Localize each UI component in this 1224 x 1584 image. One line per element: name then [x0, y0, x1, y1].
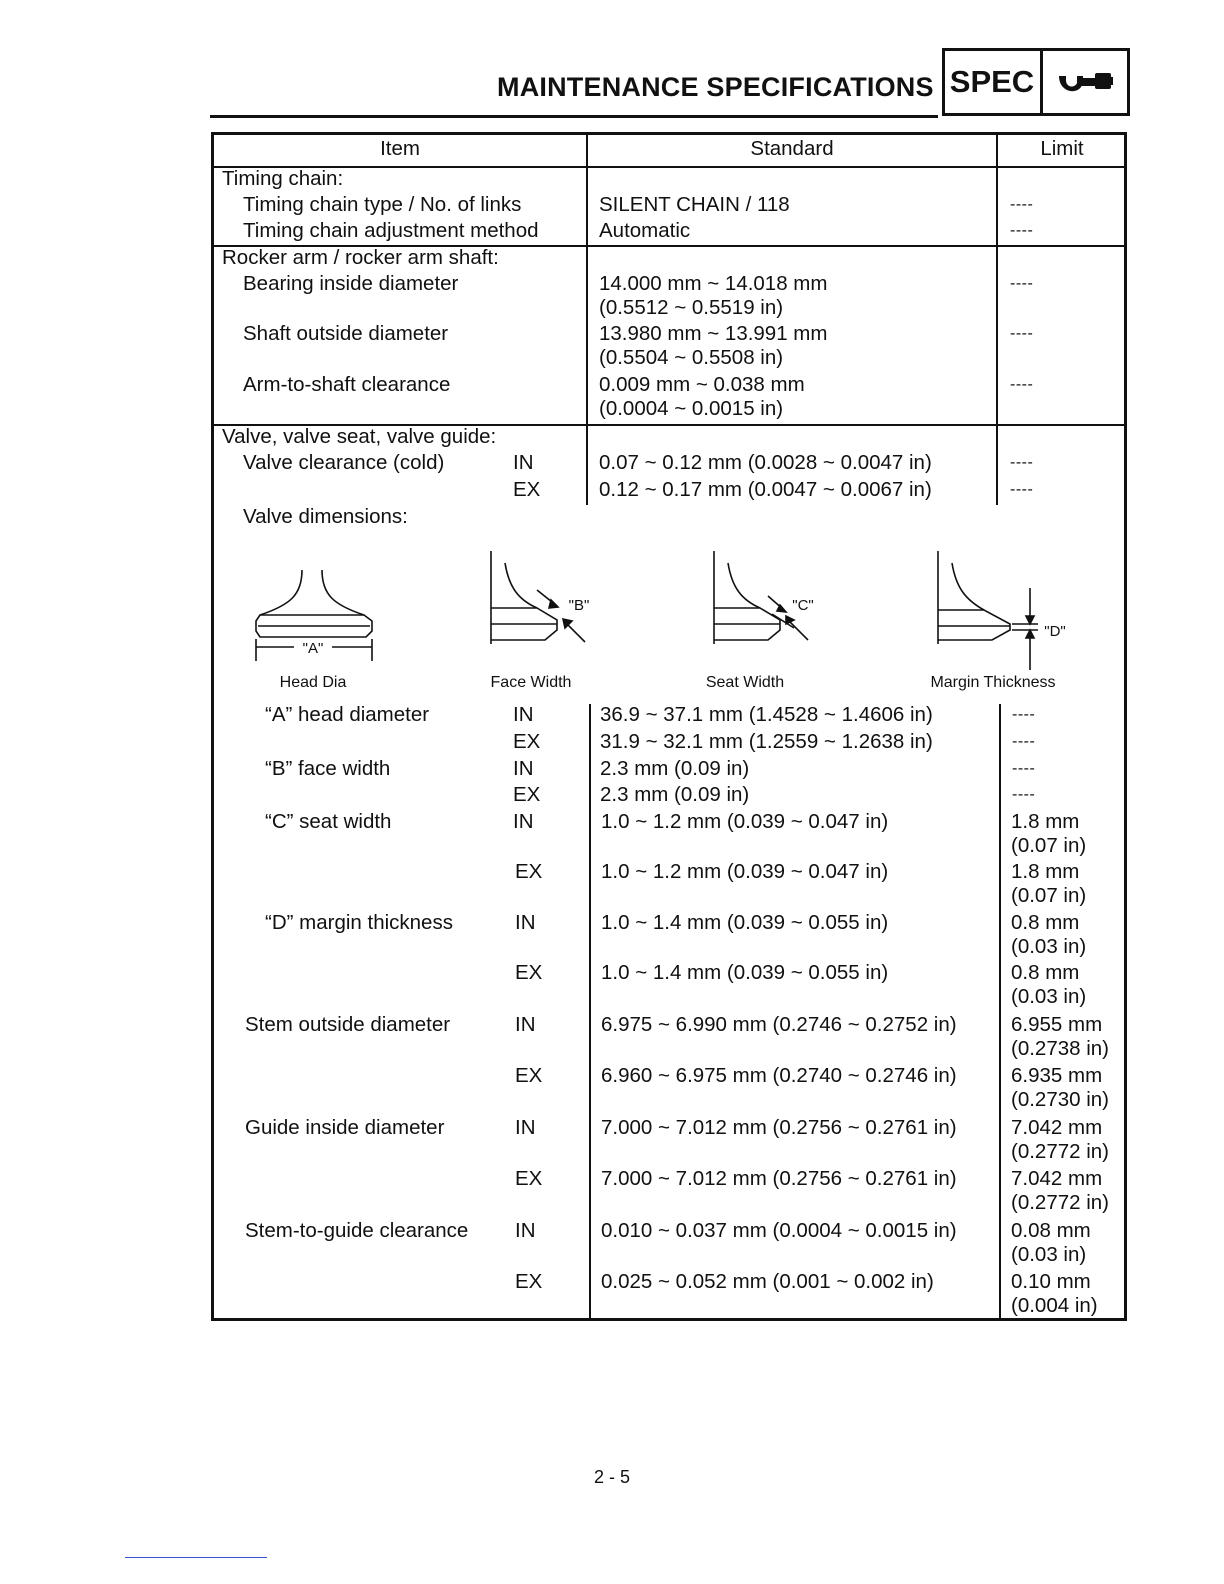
item-label: Stem outside diameter [245, 1013, 451, 1036]
limit-value-inch: (0.2772 in) [1011, 1140, 1110, 1163]
standard-value: 1.0 ~ 1.2 mm (0.039 ~ 0.047 in) [601, 810, 889, 833]
standard-value-inch: (0.5512 ~ 0.5519 in) [599, 296, 784, 319]
caption-head-dia: Head Dia [279, 674, 347, 691]
item-label: Guide inside diameter [245, 1116, 445, 1139]
standard-value: 31.9 ~ 32.1 mm (1.2559 ~ 1.2638 in) [600, 730, 933, 753]
intake-label: IN [513, 451, 534, 474]
limit-value: ---- [1012, 706, 1036, 723]
intake-label: IN [513, 757, 534, 780]
item-label: “B” face width [265, 757, 391, 780]
limit-value-inch: (0.07 in) [1011, 884, 1087, 907]
limit-value-inch: (0.2772 in) [1011, 1191, 1110, 1214]
limit-value: 7.042 mm [1011, 1116, 1103, 1139]
col-header-item: Item [380, 137, 420, 160]
item-label: Timing chain type / No. of links [243, 193, 522, 216]
col-header-standard: Standard [750, 137, 834, 160]
caption-margin-thickness: Margin Thickness [930, 674, 1056, 691]
limit-value: ---- [1012, 733, 1036, 750]
limit-value-inch: (0.03 in) [1011, 1243, 1087, 1266]
limit-value: 6.955 mm [1011, 1013, 1103, 1036]
standard-value: 14.000 mm ~ 14.018 mm [599, 272, 828, 295]
exhaust-label: EX [515, 1064, 543, 1087]
standard-value: 0.010 ~ 0.037 mm (0.0004 ~ 0.0015 in) [601, 1219, 957, 1242]
figure-label-b: "B" [568, 597, 590, 614]
limit-value: ---- [1012, 786, 1036, 803]
limit-value: ---- [1010, 454, 1034, 471]
limit-value-inch: (0.03 in) [1011, 935, 1087, 958]
limit-value: ---- [1010, 481, 1034, 498]
exhaust-label: EX [513, 478, 541, 501]
standard-value: 7.000 ~ 7.012 mm (0.2756 ~ 0.2761 in) [601, 1167, 957, 1190]
limit-value: 1.8 mm [1011, 810, 1080, 833]
page-number: 2 - 5 [593, 1467, 631, 1487]
limit-value: 0.10 mm [1011, 1270, 1091, 1293]
item-label: Bearing inside diameter [243, 272, 459, 295]
standard-value: Automatic [599, 219, 691, 242]
limit-value-inch: (0.004 in) [1011, 1294, 1098, 1317]
item-label: Shaft outside diameter [243, 322, 449, 345]
standard-value: 0.009 mm ~ 0.038 mm [599, 373, 805, 396]
standard-value-inch: (0.5504 ~ 0.5508 in) [599, 346, 784, 369]
col-header-limit: Limit [1040, 137, 1084, 160]
col-divider [996, 135, 998, 505]
limit-value-inch: (0.07 in) [1011, 834, 1087, 857]
intake-label: IN [513, 810, 534, 833]
item-label: Arm-to-shaft clearance [243, 373, 451, 396]
table-header-rule [213, 166, 1125, 168]
standard-value: 0.07 ~ 0.12 mm (0.0028 ~ 0.0047 in) [599, 451, 932, 474]
standard-value: 36.9 ~ 37.1 mm (1.4528 ~ 1.4606 in) [600, 703, 933, 726]
limit-value: ---- [1010, 222, 1034, 239]
standard-value: 2.3 mm (0.09 in) [600, 783, 750, 806]
col-divider [586, 135, 588, 505]
item-label: Valve dimensions: [243, 505, 408, 528]
standard-value: 13.980 mm ~ 13.991 mm [599, 322, 828, 345]
group-title: Rocker arm / rocker arm shaft: [222, 246, 499, 269]
figure-label-d: "D" [1044, 623, 1066, 640]
intake-label: IN [515, 911, 536, 934]
limit-value: ---- [1010, 275, 1034, 292]
limit-value: ---- [1010, 325, 1034, 342]
exhaust-label: EX [513, 783, 541, 806]
figure-label-a: "A" [302, 640, 324, 657]
caption-face-width: Face Width [490, 674, 572, 691]
item-label: Stem-to-guide clearance [245, 1219, 469, 1242]
figure-label-c: "C" [792, 597, 814, 614]
limit-value: 0.08 mm [1011, 1219, 1091, 1242]
exhaust-label: EX [515, 961, 543, 984]
valve-margin-diagram [932, 548, 1042, 672]
standard-value: 1.0 ~ 1.2 mm (0.039 ~ 0.047 in) [601, 860, 889, 883]
group-title: Valve, valve seat, valve guide: [222, 425, 497, 448]
col-divider [999, 704, 1001, 1318]
limit-value: 0.8 mm [1011, 911, 1080, 934]
limit-value: ---- [1012, 760, 1036, 777]
footer-rule [125, 1557, 267, 1558]
limit-value: ---- [1010, 196, 1034, 213]
standard-value: 6.975 ~ 6.990 mm (0.2746 ~ 0.2752 in) [601, 1013, 957, 1036]
intake-label: IN [515, 1013, 536, 1036]
standard-value: 1.0 ~ 1.4 mm (0.039 ~ 0.055 in) [601, 911, 889, 934]
limit-value-inch: (0.03 in) [1011, 985, 1087, 1008]
intake-label: IN [513, 703, 534, 726]
standard-value: 2.3 mm (0.09 in) [600, 757, 750, 780]
limit-value: 1.8 mm [1011, 860, 1080, 883]
standard-value: 0.025 ~ 0.052 mm (0.001 ~ 0.002 in) [601, 1270, 934, 1293]
standard-value: 7.000 ~ 7.012 mm (0.2756 ~ 0.2761 in) [601, 1116, 957, 1139]
spec-badge: SPEC [949, 64, 1035, 99]
standard-value: 1.0 ~ 1.4 mm (0.039 ~ 0.055 in) [601, 961, 889, 984]
limit-value-inch: (0.2738 in) [1011, 1037, 1110, 1060]
standard-value: SILENT CHAIN / 118 [599, 193, 790, 216]
limit-value-inch: (0.2730 in) [1011, 1088, 1110, 1111]
intake-label: IN [515, 1116, 536, 1139]
wrench-icon [1055, 64, 1117, 104]
limit-value: 6.935 mm [1011, 1064, 1103, 1087]
exhaust-label: EX [515, 860, 543, 883]
limit-value: 7.042 mm [1011, 1167, 1103, 1190]
exhaust-label: EX [515, 1270, 543, 1293]
header-rule [210, 115, 938, 118]
spec-badge-divider [1040, 48, 1043, 116]
item-label: “A” head diameter [265, 703, 430, 726]
intake-label: IN [515, 1219, 536, 1242]
limit-value: 0.8 mm [1011, 961, 1080, 984]
page-title: MAINTENANCE SPECIFICATIONS [497, 72, 934, 102]
item-label: “D” margin thickness [265, 911, 453, 934]
col-divider [589, 704, 591, 1318]
exhaust-label: EX [515, 1167, 543, 1190]
standard-value-inch: (0.0004 ~ 0.0015 in) [599, 397, 784, 420]
exhaust-label: EX [513, 730, 541, 753]
standard-value: 6.960 ~ 6.975 mm (0.2740 ~ 0.2746 in) [601, 1064, 957, 1087]
item-label: Timing chain adjustment method [243, 219, 539, 242]
caption-seat-width: Seat Width [705, 674, 785, 691]
limit-value: ---- [1010, 376, 1034, 393]
item-label: “C” seat width [265, 810, 392, 833]
group-title: Timing chain: [222, 167, 344, 190]
standard-value: 0.12 ~ 0.17 mm (0.0047 ~ 0.0067 in) [599, 478, 932, 501]
item-label: Valve clearance (cold) [243, 451, 445, 474]
